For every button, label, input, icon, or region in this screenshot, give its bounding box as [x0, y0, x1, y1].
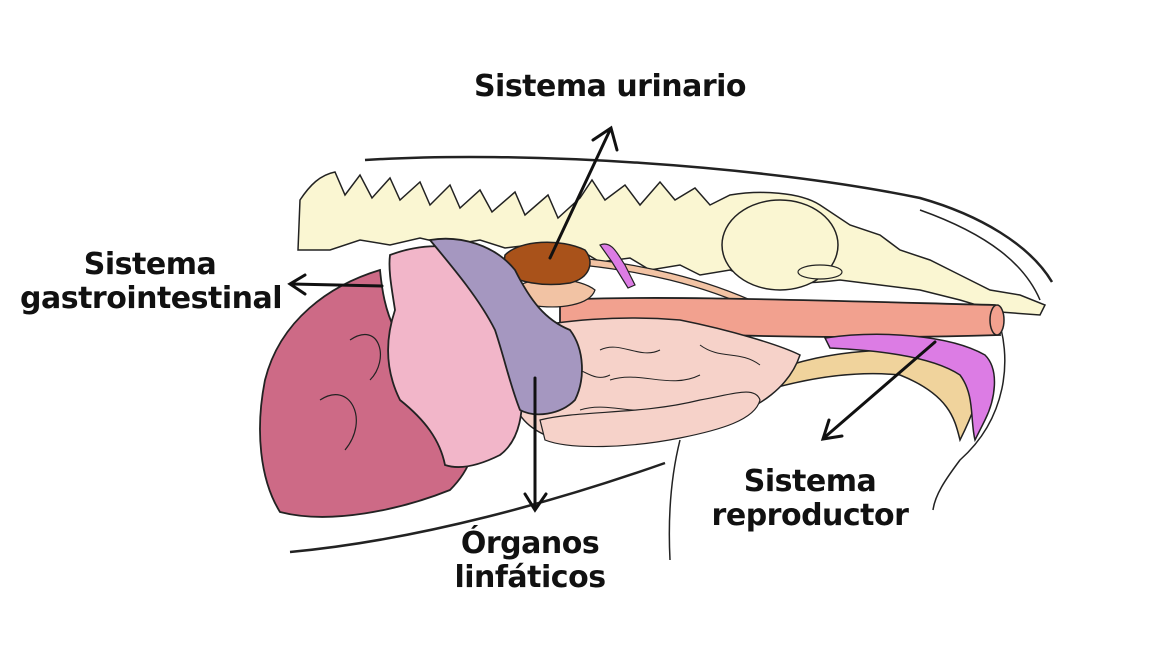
label-urinary-system [470, 70, 750, 104]
belly-contour-rear [669, 440, 680, 560]
rectum-end [990, 305, 1004, 335]
pelvis-foramen [798, 265, 842, 279]
label-lymphatic-organs [440, 527, 620, 595]
label-repro-line1: Sistema [743, 464, 877, 499]
label-urinary-text: Sistema urinario [473, 69, 747, 104]
label-reproductive-system [700, 465, 920, 533]
label-gi-line1: Sistema [83, 247, 217, 282]
label-gastrointestinal-system [20, 247, 283, 316]
label-gi-line2: gastrointestinal [20, 281, 283, 316]
label-lymph-line2: linfáticos [454, 560, 606, 595]
label-repro-line2: reproductor [711, 498, 909, 533]
vagina [825, 334, 994, 440]
label-lymph-line1: Órganos [460, 526, 600, 561]
